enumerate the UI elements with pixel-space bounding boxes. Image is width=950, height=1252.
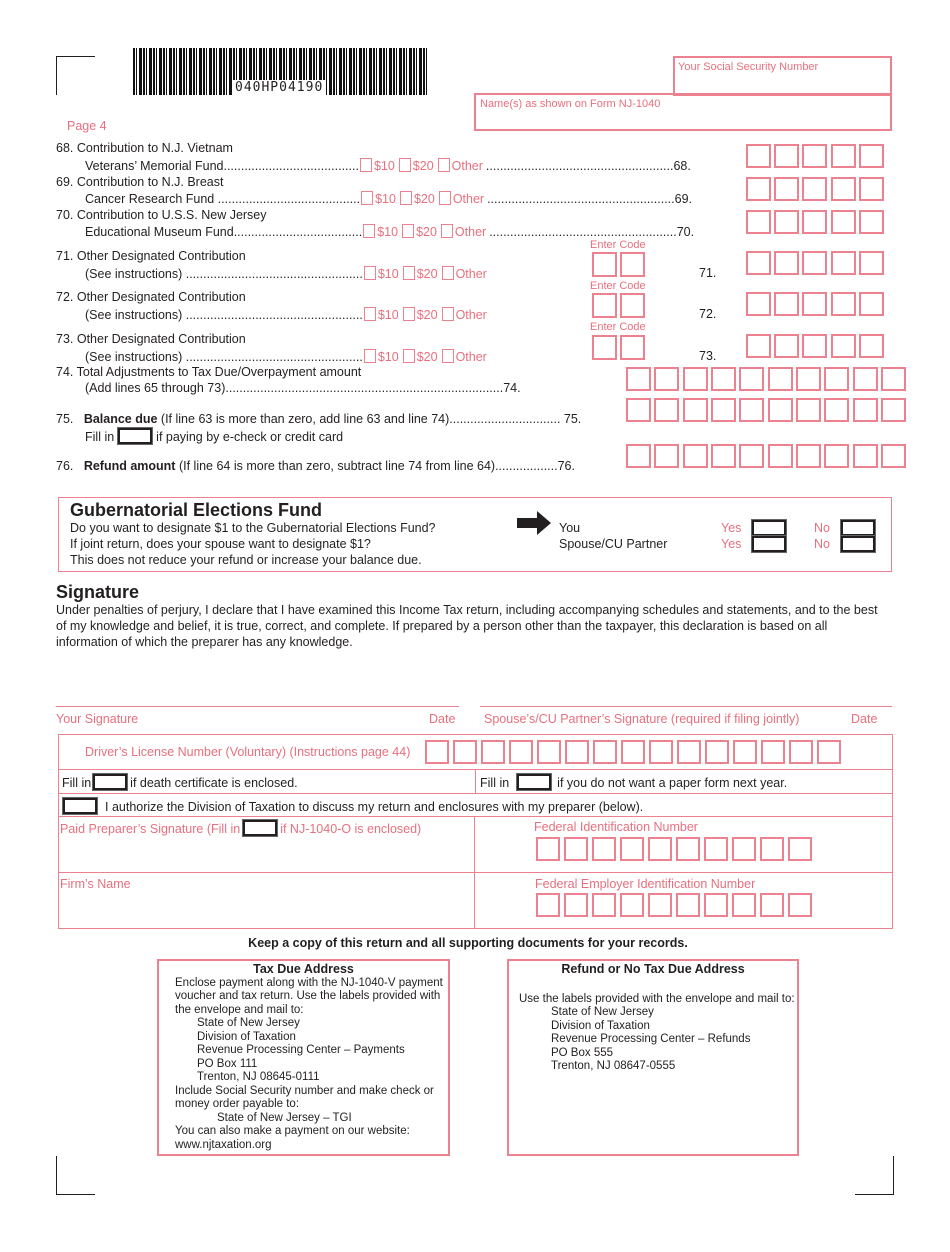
line-70-desc: Educational Museum Fund..................................... $10 $20 Other ......................................................70. xyxy=(85,225,695,239)
your-signature-line[interactable] xyxy=(56,706,459,707)
firm-row xyxy=(58,872,893,929)
drivers-license-input[interactable] xyxy=(425,740,845,764)
preparer-row xyxy=(58,816,893,873)
line-73-desc: (See instructions) ................................................... $10 $20 Other xyxy=(85,350,487,364)
line-69-10-checkbox[interactable] xyxy=(361,191,373,205)
line-68-desc: Veterans’ Memorial Fund....................................... $10 $20 Other ......................................................68. xyxy=(85,159,691,173)
line-75-amount[interactable] xyxy=(626,398,909,422)
gubernatorial-q2: If joint return, does your spouse want to designate $1? xyxy=(70,537,371,551)
you-yes-box[interactable] xyxy=(752,520,786,536)
tax-due-line: Enclose payment along with the NJ-1040-V payment xyxy=(175,976,443,989)
signature-declaration: Under penalties of perjury, I declare that I have examined this Income Tax return, including accompanying schedules and statements, and to the best of my knowledge and belief, it is true, correct, and complete. If prepared by a person other than the taxpayer, this declaration is based on all information of which the preparer has any knowledge. xyxy=(56,603,878,649)
names-field[interactable] xyxy=(474,93,892,131)
line-68-10-checkbox[interactable] xyxy=(360,158,372,172)
line-73-amount[interactable] xyxy=(746,334,887,358)
you-no-label: No xyxy=(814,521,830,535)
refund-line: Division of Taxation xyxy=(551,1019,650,1032)
firm-divider xyxy=(474,873,475,928)
refund-line: PO Box 555 xyxy=(551,1046,614,1059)
ssn-field[interactable] xyxy=(673,56,892,96)
tax-due-line: State of New Jersey xyxy=(197,1017,300,1029)
fein-label: Federal Employer Identification Number xyxy=(535,877,756,891)
preparer-divider xyxy=(474,817,475,872)
tax-due-website[interactable]: www.njtaxation.org xyxy=(175,1138,272,1151)
tax-due-line: the envelope and mail to: xyxy=(175,1003,304,1016)
barcode-text: 040HP04190 xyxy=(232,80,326,95)
line-71-amount[interactable] xyxy=(746,251,887,275)
refund-title: Refund or No Tax Due Address xyxy=(561,962,745,976)
gubernatorial-q3: This does not reduce your refund or increase your balance due. xyxy=(70,553,422,567)
line-73-code[interactable] xyxy=(592,335,648,360)
line-75-fill: Fill in if paying by e-check or credit card xyxy=(85,430,344,444)
gubernatorial-section xyxy=(58,497,892,572)
refund-line: Revenue Processing Center – Refunds xyxy=(551,1033,751,1045)
drivers-license-label: Driver’s License Number (Voluntary) (Instructions page 44) xyxy=(85,745,411,759)
echeck-fill-box[interactable] xyxy=(118,428,152,444)
line-68-other-checkbox[interactable] xyxy=(438,158,450,172)
corner-mark-bottom-right xyxy=(855,1156,894,1195)
line-72-number: 72. xyxy=(699,307,717,321)
line-69-desc: Cancer Research Fund ......................................... $10 $20 Other ......................................................69. xyxy=(85,192,692,206)
line-70-amount[interactable] xyxy=(746,210,887,234)
line-73-other-checkbox[interactable] xyxy=(442,349,454,363)
refund-line: Use the labels provided with the envelope and mail to: xyxy=(519,992,795,1005)
fed-id-label: Federal Identification Number xyxy=(534,820,698,834)
your-signature-label: Your Signature xyxy=(56,712,139,726)
line-72-10-checkbox[interactable] xyxy=(364,307,376,321)
refund-address-box xyxy=(507,959,799,1156)
tax-due-line: You can also make a payment on our website: xyxy=(175,1125,410,1137)
line-68-20-checkbox[interactable] xyxy=(399,158,411,172)
line-74-amount[interactable] xyxy=(626,367,909,391)
page-label: Page 4 xyxy=(67,119,107,133)
your-date-label: Date xyxy=(429,712,456,726)
gubernatorial-spouse: Spouse/CU Partner xyxy=(559,537,668,551)
line-71-number: 71. xyxy=(699,266,717,280)
line-76-desc: 76. Refund amount (If line 64 is more than zero, subtract line 74 from line 64)..................76. xyxy=(56,459,575,473)
names-label: Name(s) as shown on Form NJ-1040 xyxy=(480,98,661,110)
fill-in-row xyxy=(58,769,893,794)
line-68-title: 68. Contribution to N.J. Vietnam xyxy=(56,141,233,155)
line-72-desc: (See instructions) ................................................... $10 $20 Other xyxy=(85,308,487,322)
nj1040o-box[interactable] xyxy=(243,820,277,836)
spouse-no-label: No xyxy=(814,537,830,551)
keep-copy-note: Keep a copy of this return and all supporting documents for your records. xyxy=(248,936,688,950)
you-yes-label: Yes xyxy=(721,521,742,535)
line-72-title: 72. Other Designated Contribution xyxy=(56,290,246,304)
gubernatorial-q1: Do you want to designate $1 to the Gubernatorial Elections Fund? xyxy=(70,521,436,535)
line-70-10-checkbox[interactable] xyxy=(363,224,375,238)
gubernatorial-you: You xyxy=(559,521,581,535)
tax-due-line: Revenue Processing Center – Payments xyxy=(197,1044,405,1056)
spouse-signature-line[interactable] xyxy=(480,706,892,707)
tax-due-address-box xyxy=(157,959,450,1156)
line-72-enter-code-label: Enter Code xyxy=(590,280,646,292)
line-73-10-checkbox[interactable] xyxy=(364,349,376,363)
line-72-other-checkbox[interactable] xyxy=(442,307,454,321)
firm-name-label: Firm’s Name xyxy=(60,877,131,891)
spouse-yes-label: Yes xyxy=(721,537,742,551)
tax-due-line: Trenton, NJ 08645-0111 xyxy=(197,1071,320,1083)
line-69-other-checkbox[interactable] xyxy=(439,191,451,205)
corner-mark-bottom-left xyxy=(56,1156,95,1195)
spouse-yes-box[interactable] xyxy=(752,536,786,552)
gubernatorial-title: Gubernatorial Elections Fund xyxy=(70,500,323,520)
line-71-10-checkbox[interactable] xyxy=(364,266,376,280)
line-71-desc: (See instructions) ................................................... $10 $20 Other xyxy=(85,267,487,281)
line-72-20-checkbox[interactable] xyxy=(403,307,415,321)
line-73-title: 73. Other Designated Contribution xyxy=(56,332,246,346)
line-70-title: 70. Contribution to U.S.S. New Jersey xyxy=(56,208,267,222)
line-69-20-checkbox[interactable] xyxy=(400,191,412,205)
preparer-signature-label: Paid Preparer’s Signature (Fill in if NJ-1040-O is enclosed) xyxy=(60,822,422,836)
refund-line: State of New Jersey xyxy=(551,1006,654,1018)
line-75-desc: 75. Balance due (If line 63 is more than zero, add line 63 and line 74)................................ 75. xyxy=(56,412,582,426)
line-71-enter-code-label: Enter Code xyxy=(590,239,646,251)
tax-due-title: Tax Due Address xyxy=(253,962,354,976)
fed-id-input[interactable] xyxy=(536,837,816,861)
drivers-license-row xyxy=(58,734,893,770)
fein-input[interactable] xyxy=(536,893,816,917)
line-71-code[interactable] xyxy=(592,252,648,277)
tax-due-line: Division of Taxation xyxy=(197,1030,296,1043)
line-73-enter-code-label: Enter Code xyxy=(590,321,646,333)
tax-due-line: Include Social Security number and make check or xyxy=(175,1084,434,1097)
spouse-no-box[interactable] xyxy=(841,536,875,552)
line-74-desc: (Add lines 65 through 73)................................................................................74. xyxy=(85,381,521,395)
line-70-other-checkbox[interactable] xyxy=(441,224,453,238)
death-cert-text: Fill in if death certificate is enclosed. xyxy=(62,776,298,790)
line-69-amount[interactable] xyxy=(746,177,887,201)
line-68-amount[interactable] xyxy=(746,144,887,168)
authorize-text: I authorize the Division of Taxation to discuss my return and enclosures with my preparer (below). xyxy=(63,798,643,814)
corner-mark-top-left xyxy=(56,56,95,95)
arrow-right-icon xyxy=(517,511,551,535)
line-70-20-checkbox[interactable] xyxy=(402,224,414,238)
line-73-number: 73. xyxy=(699,349,717,363)
spouse-signature-label: Spouse’s/CU Partner’s Signature (required if filing jointly) xyxy=(484,712,800,726)
line-72-code[interactable] xyxy=(592,293,648,318)
death-cert-box[interactable] xyxy=(93,774,127,790)
you-no-box[interactable] xyxy=(841,520,875,536)
refund-line: Trenton, NJ 08647-0555 xyxy=(551,1060,676,1072)
spouse-date-label: Date xyxy=(851,712,878,726)
authorize-row xyxy=(58,793,893,817)
tax-due-line: State of New Jersey – TGI xyxy=(217,1111,352,1124)
ssn-label: Your Social Security Number xyxy=(678,61,819,73)
row-divider xyxy=(475,770,476,793)
line-74-title: 74. Total Adjustments to Tax Due/Overpayment amount xyxy=(56,365,362,379)
no-paper-box[interactable] xyxy=(517,774,551,790)
authorize-box[interactable] xyxy=(63,798,97,814)
tax-due-line: PO Box 111 xyxy=(197,1057,258,1070)
line-72-amount[interactable] xyxy=(746,292,887,316)
tax-due-line: money order payable to: xyxy=(175,1098,300,1110)
line-76-amount[interactable] xyxy=(626,444,909,468)
line-71-20-checkbox[interactable] xyxy=(403,266,415,280)
line-69-title: 69. Contribution to N.J. Breast xyxy=(56,175,224,189)
line-73-20-checkbox[interactable] xyxy=(403,349,415,363)
signature-title: Signature xyxy=(56,582,140,602)
no-paper-text: Fill in if you do not want a paper form next year. xyxy=(480,776,788,790)
line-71-other-checkbox[interactable] xyxy=(442,266,454,280)
tax-due-line: voucher and tax return. Use the labels provided with xyxy=(175,990,441,1002)
line-71-title: 71. Other Designated Contribution xyxy=(56,249,246,263)
